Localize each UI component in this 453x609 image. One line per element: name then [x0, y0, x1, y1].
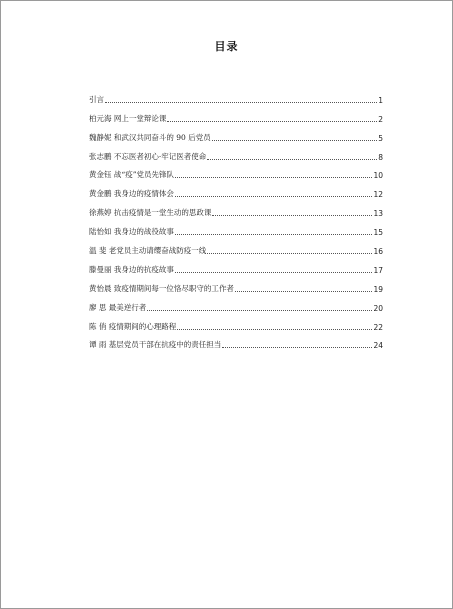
toc-page-number: 17 [373, 265, 383, 275]
toc-dot-leader [222, 347, 372, 348]
toc-entry-text: 黄怡晨 致疫情期间每一位恪尽职守的工作者 [89, 283, 234, 293]
toc-page-number: 8 [378, 152, 383, 162]
toc-dot-leader [175, 272, 373, 273]
toc-page-number: 10 [373, 171, 383, 181]
toc-page-number: 12 [373, 190, 383, 200]
toc-entry[interactable] [89, 237, 383, 256]
toc-dot-leader [212, 215, 372, 216]
toc-entry-text: 黄金鹏 我身边的疫情体会 [89, 189, 174, 199]
toc-page-number: 2 [378, 114, 383, 124]
toc-entry-text: 柏元海 网上一堂辩论课 [89, 113, 167, 123]
toc-dot-leader [207, 253, 372, 254]
toc-entry[interactable] [89, 275, 383, 294]
toc-page-number: 20 [373, 303, 383, 313]
toc-entry[interactable] [89, 143, 383, 162]
toc-dot-leader [207, 159, 377, 160]
toc-page-number: 24 [373, 341, 383, 351]
toc-entry[interactable] [89, 105, 383, 124]
toc-entry[interactable] [89, 162, 383, 181]
toc-entry[interactable] [89, 86, 383, 105]
toc-dot-leader [175, 196, 373, 197]
toc-page-number: 15 [373, 228, 383, 238]
toc-dot-leader [175, 177, 372, 178]
toc-entry-text: 张志鹏 不忘医者初心·牢记医者使命 [89, 151, 207, 161]
toc-page-number: 19 [373, 284, 383, 294]
toc-dot-leader [175, 234, 373, 235]
toc-entry-text: 引言 [89, 94, 104, 104]
toc-entry-text: 徐燕婷 抗击疫情是一堂生动的思政课 [89, 208, 212, 218]
toc-entry-text: 温 斐 老党员主动请缨奋战防疫一线 [89, 246, 207, 256]
toc-entry-text: 陈 俏 疫情期间的心理路程 [89, 321, 177, 331]
toc-dot-leader [212, 140, 378, 141]
toc-entry[interactable] [89, 294, 383, 313]
toc-title: 目录 [214, 40, 239, 53]
toc-entry[interactable] [89, 218, 383, 237]
toc-page-number: 13 [373, 209, 383, 219]
toc-dot-leader [235, 291, 373, 292]
toc-entry-text: 陆怡如 我身边的战役故事 [89, 227, 174, 237]
toc-entry[interactable] [89, 256, 383, 275]
toc-entry-text: 滕曼丽 我身边的抗疫故事 [89, 264, 174, 274]
toc-page-number: 5 [378, 133, 383, 143]
toc-entry[interactable] [89, 313, 383, 332]
toc-entry[interactable] [89, 199, 383, 218]
toc-page-number: 16 [373, 247, 383, 257]
toc-page-number: 1 [378, 95, 383, 105]
toc-entry[interactable] [89, 180, 383, 199]
toc-entry-text: 黄金钰 战“疫”党员先锋队 [89, 170, 175, 180]
toc-entry[interactable] [89, 332, 383, 351]
toc-dot-leader [167, 121, 377, 122]
toc-dot-leader [105, 102, 377, 103]
toc-entry-text: 谭 雨 基层党员干部在抗疫中的责任担当 [89, 340, 222, 350]
toc-dot-leader [147, 310, 372, 311]
table-of-contents [89, 86, 383, 350]
toc-entry-text: 魏静妮 和武汉共同奋斗的 90 后党员 [89, 132, 211, 142]
toc-entry[interactable] [89, 124, 383, 143]
toc-entry-text: 廖 思 最美逆行者 [89, 302, 147, 312]
toc-page-number: 22 [373, 322, 383, 332]
toc-dot-leader [177, 329, 372, 330]
